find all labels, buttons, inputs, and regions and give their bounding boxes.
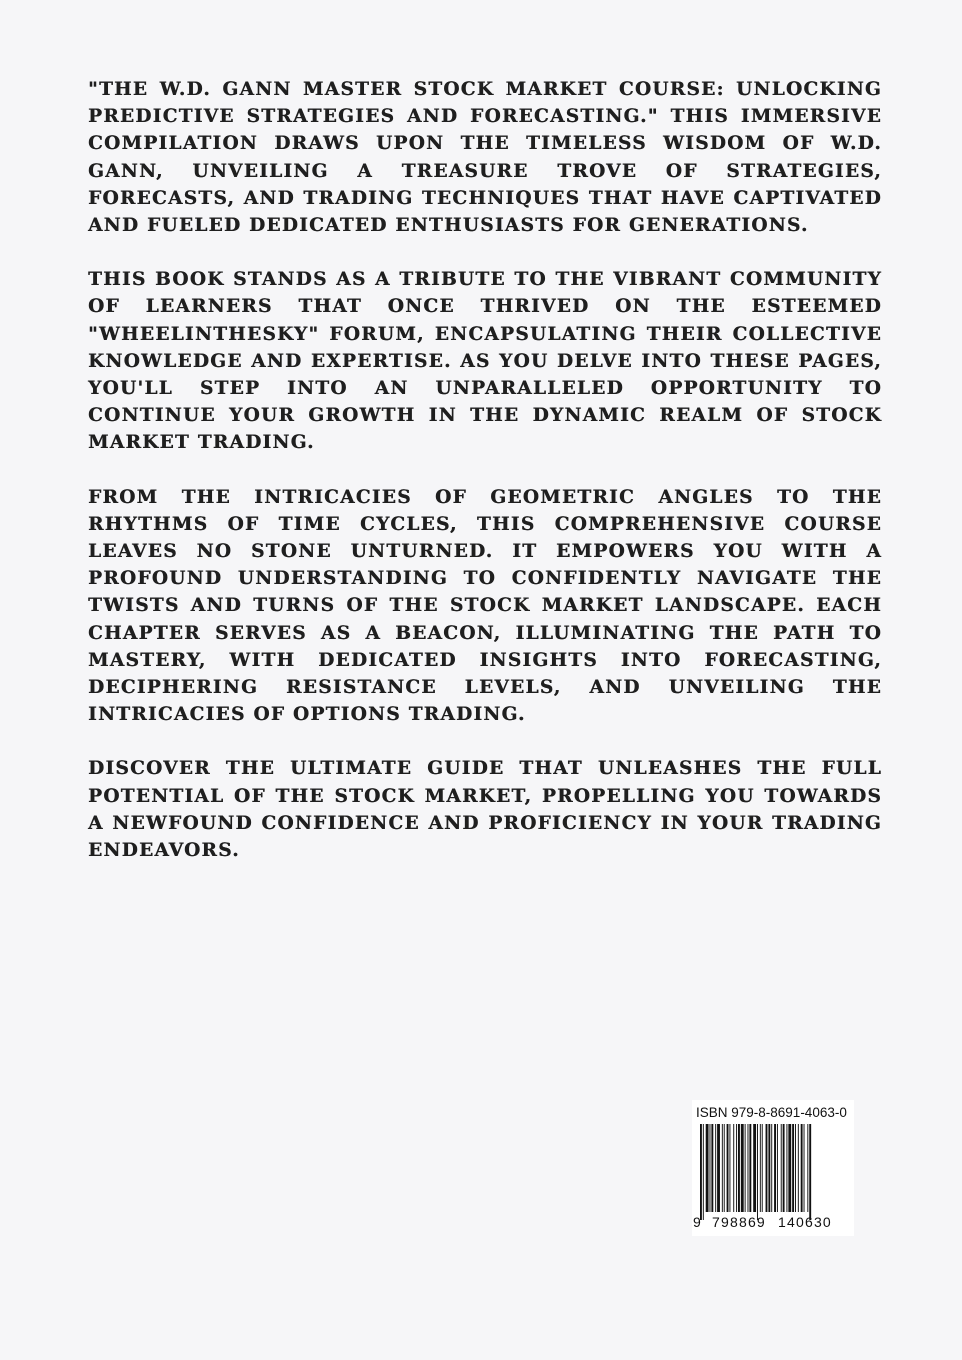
back-cover-text [88, 76, 882, 891]
isbn-label: ISBN 979-8-8691-4063-0 [696, 1105, 847, 1120]
paragraph-intro: "THE W.D. GANN MASTER STOCK MARKET COURSE: UNLOCKING PREDICTIVE STRATEGIES AND FORECASTING." THIS IMMERSIVE COMPILATION DRAWS UPON THE TIMELESS WISDOM OF W.D. GANN, UNVEILING A TREASURE TROVE OF STRATEGIES, FORECASTS, AND TRADING TECHNIQUES THAT HAVE CAPTIVATED AND FUELED DEDICATED ENTHUSIASTS FOR GENERATIONS. [88, 79, 882, 237]
paragraph-tribute: THIS BOOK STANDS AS A TRIBUTE TO THE VIBRANT COMMUNITY OF LEARNERS THAT ONCE THRIVED ON THE ESTEEMED "WHEELINTHESKY" FORUM, ENCAPSULATING THEIR COLLECTIVE KNOWLEDGE AND EXPERTISE. AS YOU DELVE INTO THESE PAGES, YOU'LL STEP INTO AN UNPARALLELED OPPORTUNITY TO CONTINUE YOUR GROWTH IN THE DYNAMIC REALM OF STOCK MARKET TRADING. [88, 269, 882, 454]
barcode-digits-left: 798869 [712, 1214, 766, 1230]
barcode-digit-first: 9 [693, 1214, 702, 1230]
barcode-digits-right: 140630 [778, 1214, 832, 1230]
barcode-bars [700, 1124, 846, 1220]
isbn-barcode [692, 1100, 854, 1236]
paragraph-course-scope: FROM THE INTRICACIES OF GEOMETRIC ANGLES TO THE RHYTHMS OF TIME CYCLES, THIS COMPREHENSIVE COURSE LEAVES NO STONE UNTURNED. IT EMPOWERS YOU WITH A PROFOUND UNDERSTANDING TO CONFIDENTLY NAVIGATE THE TWISTS AND TURNS OF THE STOCK MARKET LANDSCAPE. EACH CHAPTER SERVES AS A BEACON, ILLUMINATING THE PATH TO MASTERY, WITH DEDICATED INSIGHTS INTO FORECASTING, DECIPHERING RESISTANCE LEVELS, AND UNVEILING THE INTRICACIES OF OPTIONS TRADING. [88, 486, 882, 726]
paragraph-closing: DISCOVER THE ULTIMATE GUIDE THAT UNLEASHES THE FULL POTENTIAL OF THE STOCK MARKET, PROPELLING YOU TOWARDS A NEWFOUND CONFIDENCE AND PROFICIENCY IN YOUR TRADING ENDEAVORS. [88, 758, 882, 862]
